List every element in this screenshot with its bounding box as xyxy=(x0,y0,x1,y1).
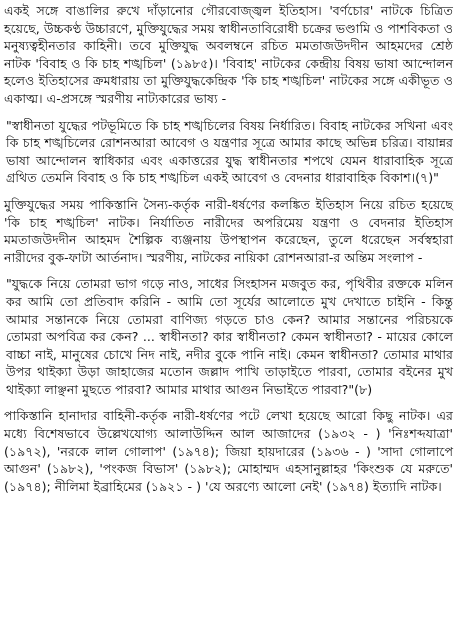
block-quote-1: "স্বাধীনতা যুদ্ধের পটভূমিতে কি চাহ শঙ্খচিলের বিষয় নির্ধারিত। বিবাহ নাটকের সখিনা এবং কি চাহ শঙ্খচিলের রোশনআরা আবেগ ও যন্ত্রণার সূত্রে আমার কাছে অভিন্ন চরিত্র। বায়ান্নর ভাষা আন্দোলন স্বাধিকার এবং একাত্তরের যুদ্ধ স্বাধীনতার শপথে যেমন ধারাবাহিক সূত্রে গ্রথিত তেমনি বিবাহ ও কি চাহ শঙ্খচিল একই আবেগ ও বেদনার ধারাবাহিক বিকাশ।(৭)" xyxy=(6,117,453,186)
paragraph-spacer xyxy=(4,108,453,117)
block-quote-2: "যুদ্ধকে নিয়ে তোমরা ভাগ গড়ে নাও, সাধের সিংহাসন মজবুত কর, পৃথিবীর রক্তকে মলিন কর আমি তো প্রতিবাদ করিনি - আমি তো সূর্যের আলোতে মুখ দেখাতে চাইনি - কিন্তু আমার সন্তানকে নিয়ে তোমরা বাণিজ্য গড়তে চাও কেন? আমার সন্তানের পরিচয়কে তোমরা অপবিত্র কর কেন? ... স্বাধীনতা? কার স্বাধীনতা? কেমন স্বাধীনতা? - মায়ের কোলে বাচ্চা নাই, মানুষের চোখে নিদ নাই, নদীর বুকে পানি নাই। কেমন স্বাধীনতা? তোমার মাথার উপর থাইক্যা উড়া জাহাজের মতোন জল্লাদ পাখি তাড়াইতে পারবা, তোমার বইনের মুখ থাইক্যা লাঞ্ছনা মুছতে পারবা? আমার মাথার আগুন নিভাইতে পারবা?"(৮) xyxy=(6,276,453,397)
body-paragraph-2: মুক্তিযুদ্ধের সময় পাকিস্তানি সৈন্য-কর্তৃক নারী-ধর্ষণের কলঙ্কিত ইতিহাস নিয়ে রচিত হয়েছে 'কি চাহ শঙ্খচিল' নাটক। নির্যাতিত নারীদের অপরিমেয় যন্ত্রণা ও বেদনার ইতিহাস মমতাজউদদীন আহমদ শৈল্পিক ব্যঞ্জনায় উপস্থাপন করেছেন, তুলে ধরেছেন সর্বস্বহারা নারীদের বুক-ফাটা আর্তনাদ। স্মরণীয়, নাটকের নায়িকা রোশনআরা-র অন্তিম সংলাপ - xyxy=(4,196,453,265)
body-paragraph-3: পাকিস্তানি হানাদার বাহিনী-কর্তৃক নারী-ধর্ষণের পটে লেখা হয়েছে আরো কিছু নাটক। এর মধ্যে বিশেষভাবে উল্লেখযোগ্য আলাউদ্দিন আল আজাদের (১৯৩২ - ) 'নিঃশব্দযাত্রা' (১৯৭২), 'নরকে লাল গোলাপ' (১৯৭৪); জিয়া হায়দারের (১৯৩৬ - ) 'সাদা গোলাপে আগুন' (১৯৮২), 'পংকজ বিভাস' (১৯৮২); মোহাম্মদ এহসানুল্লাহর 'কিংশুক যে মরুতে' (১৯৭৪); নীলিমা ইব্রাহিমের (১৯২১ - ) 'যে অরণ্যে আলো নেই' (১৯৭৪) ইত্যাদি নাটক। xyxy=(4,408,453,494)
paragraph-spacer xyxy=(4,187,453,196)
paragraph-spacer xyxy=(4,266,453,275)
body-paragraph-1: একই সঙ্গে বাঙালির রুখে দাঁড়ানোর গৌরবোজ্জ্বল ইতিহাস। 'বর্ণচোর' নাটকে চিত্রিত হয়েছে, উচ্চকণ্ঠ উচ্চারণে, মুক্তিযুদ্ধের সময় স্বাধীনতাবিরোধী চক্রের ভণ্ডামি ও পাশবিকতা ও মনুষ্যত্বহীনতার কাহিনী। তবে মুক্তিযুদ্ধ অবলম্বনে রচিত মমতাজউদদীন আহমদের শ্রেষ্ঠ নাটক 'বিবাহ ও কি চাহ শঙ্খচিল' (১৯৮৫)। 'বিবাহ' নাটকের কেন্দ্রীয় বিষয় ভাষা আন্দোলন হলেও ইতিহাসের ক্রমধারায় তা মুক্তিযুদ্ধকেন্দ্রিক 'কি চাহ শঙ্খচিল' নাটকের সঙ্গে একীভূত ও একাত্ম। এ-প্রসঙ্গে স্মরণীয় নাট্যকারের ভাষ্য - xyxy=(4,3,453,106)
paragraph-spacer xyxy=(4,398,453,407)
